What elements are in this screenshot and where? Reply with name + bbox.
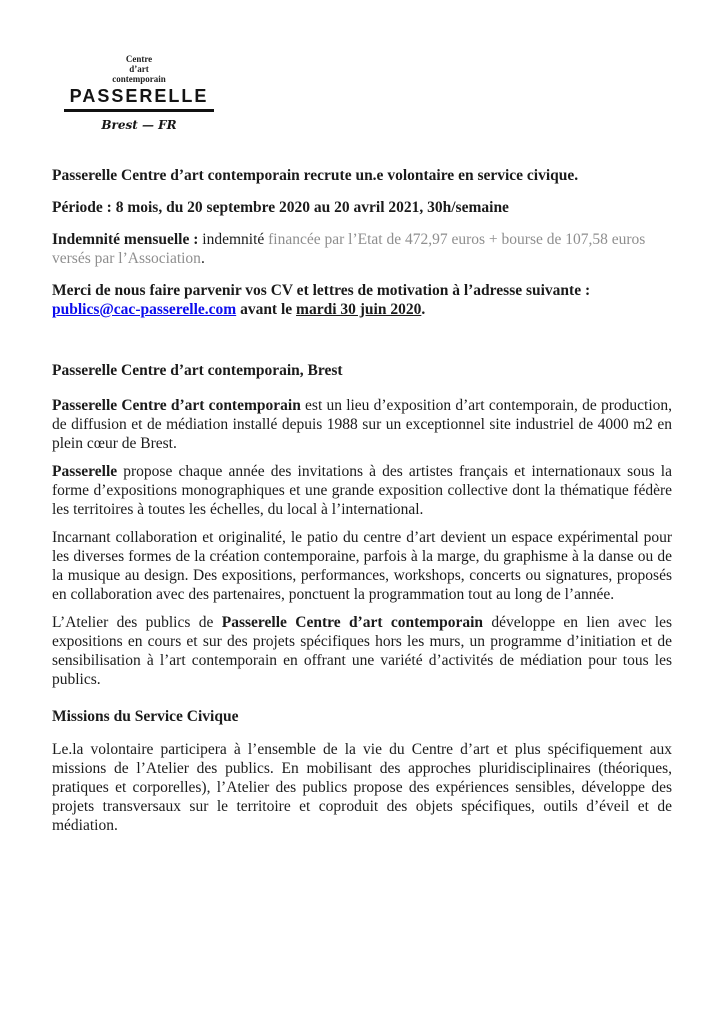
about-para4-text: développe en lien avec les expositions en cours et sur des projets spécifiques hors les murs, un programme d’initiation et de sensibilisation à l’art contemporain en offrant une variété d’activités de médiation pour tous les publics.	[52, 614, 672, 688]
about-para1-text: est un lieu d’exposition d’art contemporain, de production, de diffusion et de médiation installé depuis 1988 sur un exceptionnel site industriel de 4000 m2 en plein cœur de Brest.	[52, 397, 673, 452]
passerelle-logo	[64, 54, 214, 132]
about-para2-text: propose chaque année des invitations à des artistes français et internationaux sous la forme d’expositions monographiques et une grande exposition collective dont la thématique fédère les territoires à toutes les échelles, du local à l’international.	[52, 463, 672, 518]
indemnite-end: .	[200, 250, 205, 267]
missions-heading: Missions du Service Civique	[52, 708, 239, 725]
indemnite-muted-text: financée par l’Etat de 472,97 euros + bourse de 107,58 euros versés par l’Association	[52, 231, 646, 267]
logo-subtitle	[64, 54, 214, 84]
contact-middle: avant le	[236, 301, 297, 318]
periode-line: Période : 8 mois, du 20 septembre 2020 au 20 avril 2021, 30h/semaine	[52, 199, 509, 216]
about-paragraph-2	[52, 462, 672, 519]
indemnite-label: Indemnité mensuelle :	[52, 231, 203, 248]
logo-rule	[64, 109, 214, 112]
about-para4-bold: Passerelle Centre d’art contemporain	[221, 614, 484, 631]
job-title: Passerelle Centre d’art contemporain recrute un.e volontaire en service civique.	[52, 167, 579, 184]
contact-line	[52, 281, 672, 319]
logo-location: Brest — FR	[101, 118, 177, 132]
about-para4-lead: L’Atelier des publics de	[52, 614, 222, 631]
indemnite-lead: indemnité	[202, 231, 269, 248]
about-para1-bold: Passerelle Centre d’art contemporain	[52, 397, 301, 414]
logo-wordmark: PASSERELLE	[69, 86, 209, 106]
logo-subtitle-line: contemporain	[112, 74, 166, 84]
logo-subtitle-line: d’art	[129, 64, 149, 74]
contact-intro: Merci de nous faire parvenir vos CV et lettres de motivation à l’adresse suivante :	[52, 282, 591, 299]
deadline-date: mardi 30 juin 2020	[296, 301, 422, 318]
about-heading: Passerelle Centre d’art contemporain, Brest	[52, 362, 343, 379]
email-link[interactable]: publics@cac-passerelle.com	[52, 301, 237, 318]
logo-subtitle-line: Centre	[125, 54, 153, 64]
about-paragraph-4	[52, 613, 672, 689]
contact-end: .	[421, 301, 426, 318]
indemnite-line	[52, 230, 672, 268]
about-paragraph-1	[52, 396, 672, 453]
about-para2-bold: Passerelle	[52, 463, 118, 480]
document-body	[52, 166, 672, 844]
about-paragraph-3: Incarnant collaboration et originalité, le patio du centre d’art devient un espace expérimental pour les diverses formes de la création contemporaine, parfois à la marge, du graphisme à la danse ou de la musique au design. Des expositions, performances, workshops, concerts ou signatures, proposés en collaboration avec des partenaires, ponctuent la programmation tout au long de l’année.	[52, 529, 672, 603]
missions-paragraph: Le.la volontaire participera à l’ensemble de la vie du Centre d’art et plus spécifiquement aux missions de l’Atelier des publics. En mobilisant des approches pluridisciplinaires (théoriques, pratiques et corporelles), l’Atelier des publics propose des expériences sensibles, développe des projets transversaux sur le territoire et coproduit des objets spécifiques, outils d’éveil et de médiation.	[52, 741, 672, 834]
